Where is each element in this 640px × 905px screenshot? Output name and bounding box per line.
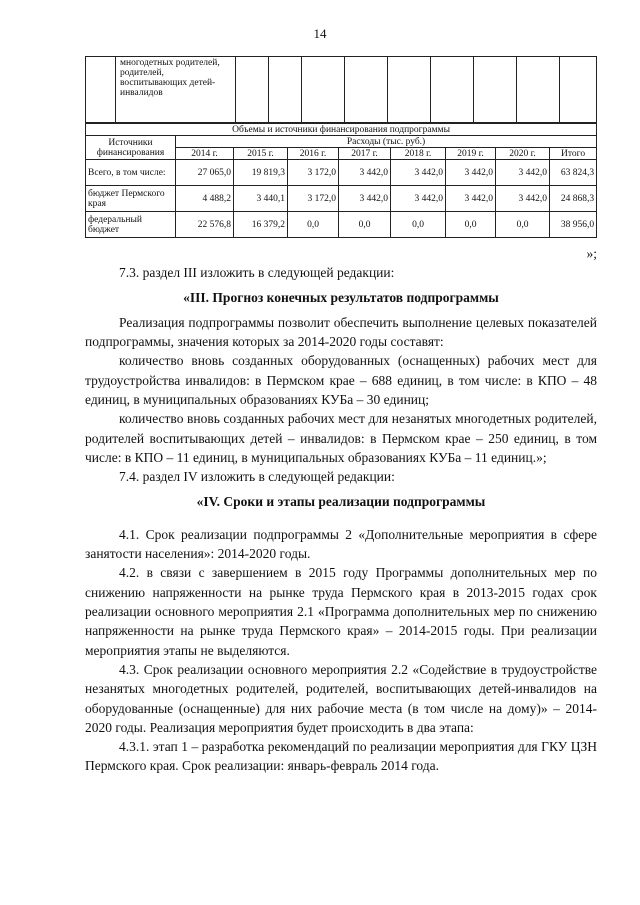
total-header: Итого xyxy=(550,148,597,160)
section-heading-4: «IV. Сроки и этапы реализации подпрограммы xyxy=(196,493,486,509)
quote-end: »; xyxy=(586,246,597,261)
table-caption: Объемы и источники финансирования подпрограммы xyxy=(86,124,597,136)
paragraph-4-3-1: 4.3.1. этап 1 – разработка рекомендаций по реализации мероприятия для ГКУ ЦЗН Пермского края. Срок реализации: январь-февраль 2014 года. xyxy=(85,739,597,774)
row-label: бюджет Пермского края xyxy=(86,186,176,212)
cell: 27 065,0 xyxy=(176,160,234,186)
expenses-header: Расходы (тыс. руб.) xyxy=(176,136,597,148)
cell: 3 442,0 xyxy=(339,160,391,186)
cell: 4 488,2 xyxy=(176,186,234,212)
empty-cell xyxy=(86,57,116,123)
participant-cell: многодетных родителей, родителей, воспитывающих детей-инвалидов xyxy=(116,57,236,123)
year-header: 2018 г. xyxy=(391,148,446,160)
cell: 3 172,0 xyxy=(288,160,339,186)
cell: 3 442,0 xyxy=(391,160,446,186)
cell: 3 440,1 xyxy=(234,186,288,212)
cell: 38 956,0 xyxy=(550,212,597,238)
financing-table xyxy=(85,123,597,238)
paragraph: Реализация подпрограммы позволит обеспечить выполнение целевых показателей подпрограммы, значения которых за 2014-2020 годы составят: xyxy=(85,314,597,350)
row-label: Всего, в том числе: xyxy=(86,160,176,186)
cell: 3 442,0 xyxy=(391,186,446,212)
cell: 3 442,0 xyxy=(339,186,391,212)
row-label: федеральный бюджет xyxy=(86,212,176,238)
cell: 3 442,0 xyxy=(496,186,550,212)
year-header: 2016 г. xyxy=(288,148,339,160)
cell: 0,0 xyxy=(496,212,550,238)
page-number: 14 xyxy=(313,26,327,41)
cell: 3 442,0 xyxy=(446,160,496,186)
source-header: Источники финансирования xyxy=(86,136,176,160)
cell: 24 868,3 xyxy=(550,186,597,212)
cell: 3 442,0 xyxy=(446,186,496,212)
paragraph-4-2: 4.2. в связи с завершением в 2015 году Программы дополнительных мер по снижению напряженности на рынке труда Пермского края в 2013-2015 годах срок реализации основного мероприятия 2.1 «Программа дополнительных мер по снижению напряженности на рынке труда Пермского края» – 2014-2015 годы. При реализации мероприятия этапы не выделяются. xyxy=(85,565,597,658)
cell: 0,0 xyxy=(446,212,496,238)
year-header: 2019 г. xyxy=(446,148,496,160)
cell: 63 824,3 xyxy=(550,160,597,186)
paragraph-4-3: 4.3. Срок реализации основного мероприятия 2.2 «Содействие в трудоустройстве незанятых многодетных родителей, родителей, воспитывающих детей-инвалидов на оборудованные (оснащенные) для них рабочие места (в том числе на дому)» – 2014-2020 годы. Реализация мероприятия будет происходить в два этапа: xyxy=(85,661,597,735)
year-header: 2015 г. xyxy=(234,148,288,160)
paragraph-7-4: 7.4. раздел IV изложить в следующей редакции: xyxy=(119,469,395,485)
table-row xyxy=(86,212,597,238)
cell: 3 442,0 xyxy=(496,160,550,186)
cell: 19 819,3 xyxy=(234,160,288,186)
cell: 22 576,8 xyxy=(176,212,234,238)
paragraph: количество вновь созданных рабочих мест для незанятых многодетных родителей, родителей воспитывающих детей – инвалидов: в Пермском крае – 250 единиц, в том числе: в КПО – 11 единиц, в муниципальных образованиях КУБа – 11 единиц.»; xyxy=(85,411,597,465)
continued-table xyxy=(85,56,597,123)
document-body xyxy=(85,244,597,776)
table-row xyxy=(86,186,597,212)
section-heading-3: «III. Прогноз конечных результатов подпрограммы xyxy=(183,289,499,305)
year-header: 2014 г. xyxy=(176,148,234,160)
year-header: 2020 г. xyxy=(496,148,550,160)
cell: 3 172,0 xyxy=(288,186,339,212)
paragraph-7-3: 7.3. раздел III изложить в следующей редакции: xyxy=(119,265,395,281)
year-header: 2017 г. xyxy=(339,148,391,160)
paragraph-4-1: 4.1. Срок реализации подпрограммы 2 «Дополнительные мероприятия в сфере занятости населения»: 2014-2020 годы. xyxy=(85,526,597,562)
table-row xyxy=(86,160,597,186)
cell: 0,0 xyxy=(288,212,339,238)
paragraph: количество вновь созданных оборудованных (оснащенных) рабочих мест для трудоустройства инвалидов: в Пермском крае – 688 единиц, в том числе: в КПО – 48 единиц, в муниципальных образованиях КУБа – 30 единиц; xyxy=(85,353,597,408)
cell: 0,0 xyxy=(391,212,446,238)
cell: 16 379,2 xyxy=(234,212,288,238)
cell: 0,0 xyxy=(339,212,391,238)
